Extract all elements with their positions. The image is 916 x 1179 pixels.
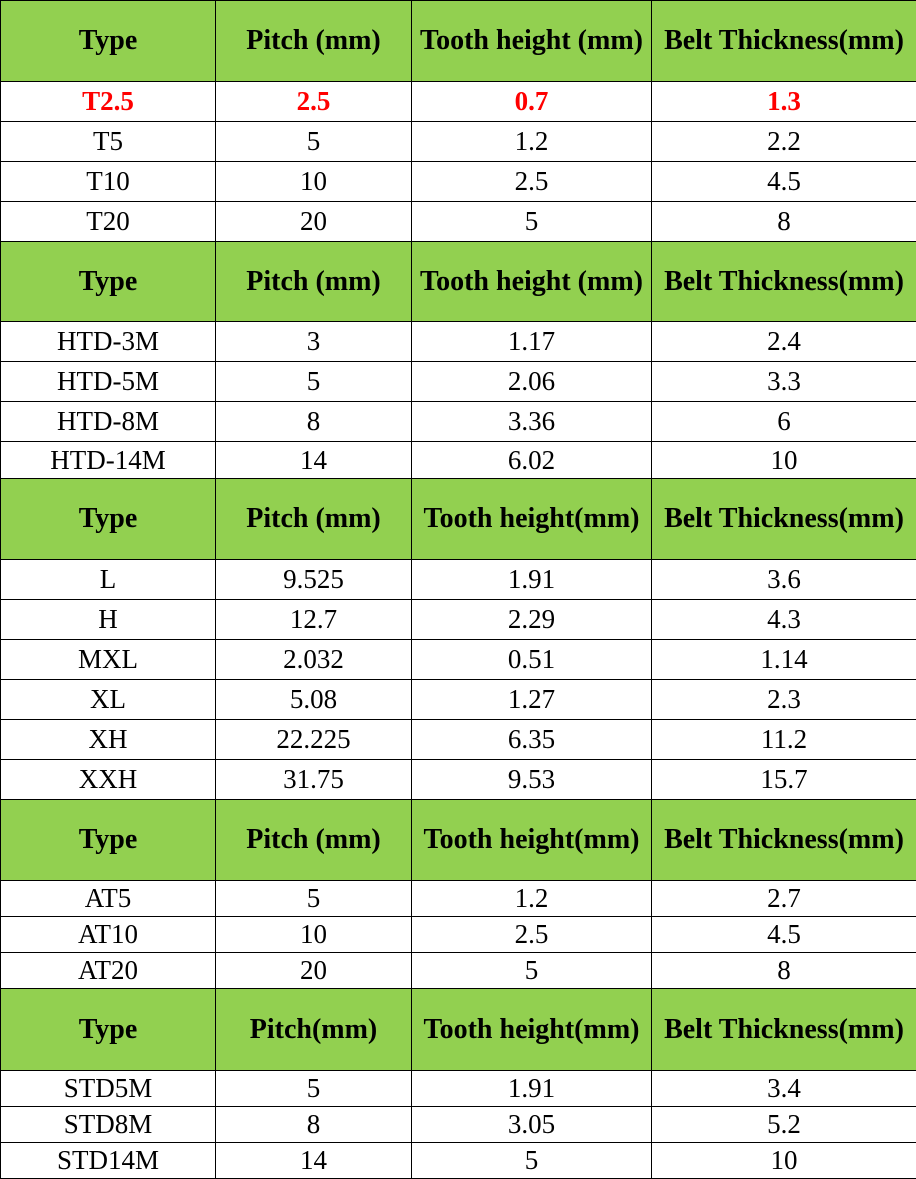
cell-tooth-height: 1.2 [412, 881, 652, 917]
table-row [1, 362, 916, 402]
cell-type: XXH [1, 760, 216, 800]
cell-tooth-height: 9.53 [412, 760, 652, 800]
cell-type: XL [1, 680, 216, 720]
header-belt-thickness: Belt Thickness(mm) [652, 989, 916, 1071]
cell-belt-thickness: 3.3 [652, 362, 916, 402]
cell-type: AT20 [1, 953, 216, 989]
cell-belt-thickness: 1.14 [652, 640, 916, 680]
cell-tooth-height: 1.27 [412, 680, 652, 720]
table-header-row [1, 242, 916, 322]
cell-pitch: 8 [216, 1107, 412, 1143]
cell-belt-thickness: 4.3 [652, 600, 916, 640]
table-row [1, 162, 916, 202]
cell-type: AT5 [1, 881, 216, 917]
cell-type: L [1, 560, 216, 600]
table-row [1, 1143, 916, 1179]
cell-type: H [1, 600, 216, 640]
header-tooth-height: Tooth height(mm) [412, 479, 652, 560]
cell-tooth-height: 6.35 [412, 720, 652, 760]
table-row [1, 402, 916, 442]
table-row [1, 600, 916, 640]
cell-tooth-height: 0.51 [412, 640, 652, 680]
header-pitch: Pitch (mm) [216, 800, 412, 881]
table-row [1, 760, 916, 800]
table-row [1, 953, 916, 989]
cell-tooth-height: 1.91 [412, 560, 652, 600]
table-row [1, 640, 916, 680]
cell-pitch: 3 [216, 322, 412, 362]
cell-pitch: 14 [216, 1143, 412, 1179]
header-belt-thickness: Belt Thickness(mm) [652, 479, 916, 560]
header-tooth-height: Tooth height (mm) [412, 1, 652, 82]
cell-tooth-height: 1.17 [412, 322, 652, 362]
table-row [1, 1071, 916, 1107]
cell-pitch: 10 [216, 162, 412, 202]
cell-tooth-height: 6.02 [412, 442, 652, 479]
cell-belt-thickness: 2.3 [652, 680, 916, 720]
cell-tooth-height: 1.91 [412, 1071, 652, 1107]
header-type: Type [1, 1, 216, 82]
cell-tooth-height: 3.36 [412, 402, 652, 442]
table-row [1, 560, 916, 600]
cell-type: MXL [1, 640, 216, 680]
cell-tooth-height: 2.5 [412, 917, 652, 953]
cell-pitch: 2.032 [216, 640, 412, 680]
cell-belt-thickness: 2.2 [652, 122, 916, 162]
cell-pitch: 5 [216, 362, 412, 402]
header-type: Type [1, 800, 216, 881]
cell-pitch: 12.7 [216, 600, 412, 640]
header-pitch: Pitch (mm) [216, 479, 412, 560]
table-row-highlighted [1, 82, 916, 122]
table-header-row [1, 989, 916, 1071]
cell-type: T5 [1, 122, 216, 162]
cell-type: T20 [1, 202, 216, 242]
header-pitch: Pitch(mm) [216, 989, 412, 1071]
cell-tooth-height: 1.2 [412, 122, 652, 162]
table-row [1, 917, 916, 953]
cell-type: T2.5 [1, 82, 216, 122]
cell-type: HTD-14M [1, 442, 216, 479]
cell-tooth-height: 2.5 [412, 162, 652, 202]
cell-tooth-height: 2.29 [412, 600, 652, 640]
cell-belt-thickness: 10 [652, 442, 916, 479]
table-row [1, 202, 916, 242]
cell-belt-thickness: 5.2 [652, 1107, 916, 1143]
table-header-row [1, 479, 916, 560]
table-header-row [1, 1, 916, 82]
cell-pitch: 8 [216, 402, 412, 442]
cell-belt-thickness: 10 [652, 1143, 916, 1179]
cell-pitch: 9.525 [216, 560, 412, 600]
table-row [1, 881, 916, 917]
cell-belt-thickness: 2.7 [652, 881, 916, 917]
cell-type: HTD-5M [1, 362, 216, 402]
cell-belt-thickness: 2.4 [652, 322, 916, 362]
cell-type: AT10 [1, 917, 216, 953]
cell-belt-thickness: 4.5 [652, 162, 916, 202]
cell-pitch: 2.5 [216, 82, 412, 122]
cell-belt-thickness: 8 [652, 953, 916, 989]
cell-pitch: 31.75 [216, 760, 412, 800]
cell-belt-thickness: 1.3 [652, 82, 916, 122]
cell-type: STD14M [1, 1143, 216, 1179]
cell-tooth-height: 5 [412, 953, 652, 989]
cell-tooth-height: 3.05 [412, 1107, 652, 1143]
table-row [1, 680, 916, 720]
cell-type: HTD-3M [1, 322, 216, 362]
cell-tooth-height: 0.7 [412, 82, 652, 122]
table-row [1, 322, 916, 362]
cell-tooth-height: 5 [412, 1143, 652, 1179]
cell-tooth-height: 2.06 [412, 362, 652, 402]
cell-type: HTD-8M [1, 402, 216, 442]
table-row [1, 1107, 916, 1143]
cell-pitch: 5 [216, 122, 412, 162]
cell-pitch: 5 [216, 881, 412, 917]
header-type: Type [1, 989, 216, 1071]
header-pitch: Pitch (mm) [216, 242, 412, 322]
table-row [1, 442, 916, 479]
cell-type: XH [1, 720, 216, 760]
cell-pitch: 20 [216, 202, 412, 242]
cell-belt-thickness: 3.4 [652, 1071, 916, 1107]
header-belt-thickness: Belt Thickness(mm) [652, 1, 916, 82]
cell-pitch: 5.08 [216, 680, 412, 720]
header-belt-thickness: Belt Thickness(mm) [652, 800, 916, 881]
cell-pitch: 20 [216, 953, 412, 989]
cell-tooth-height: 5 [412, 202, 652, 242]
header-pitch: Pitch (mm) [216, 1, 412, 82]
cell-belt-thickness: 6 [652, 402, 916, 442]
cell-type: STD8M [1, 1107, 216, 1143]
cell-pitch: 10 [216, 917, 412, 953]
header-type: Type [1, 242, 216, 322]
cell-type: STD5M [1, 1071, 216, 1107]
cell-belt-thickness: 4.5 [652, 917, 916, 953]
header-tooth-height: Tooth height(mm) [412, 989, 652, 1071]
cell-belt-thickness: 8 [652, 202, 916, 242]
header-belt-thickness: Belt Thickness(mm) [652, 242, 916, 322]
header-tooth-height: Tooth height (mm) [412, 242, 652, 322]
cell-pitch: 5 [216, 1071, 412, 1107]
cell-belt-thickness: 3.6 [652, 560, 916, 600]
cell-pitch: 22.225 [216, 720, 412, 760]
cell-belt-thickness: 11.2 [652, 720, 916, 760]
table-row [1, 122, 916, 162]
cell-pitch: 14 [216, 442, 412, 479]
cell-type: T10 [1, 162, 216, 202]
table-row [1, 720, 916, 760]
header-type: Type [1, 479, 216, 560]
table-header-row [1, 800, 916, 881]
cell-belt-thickness: 15.7 [652, 760, 916, 800]
header-tooth-height: Tooth height(mm) [412, 800, 652, 881]
